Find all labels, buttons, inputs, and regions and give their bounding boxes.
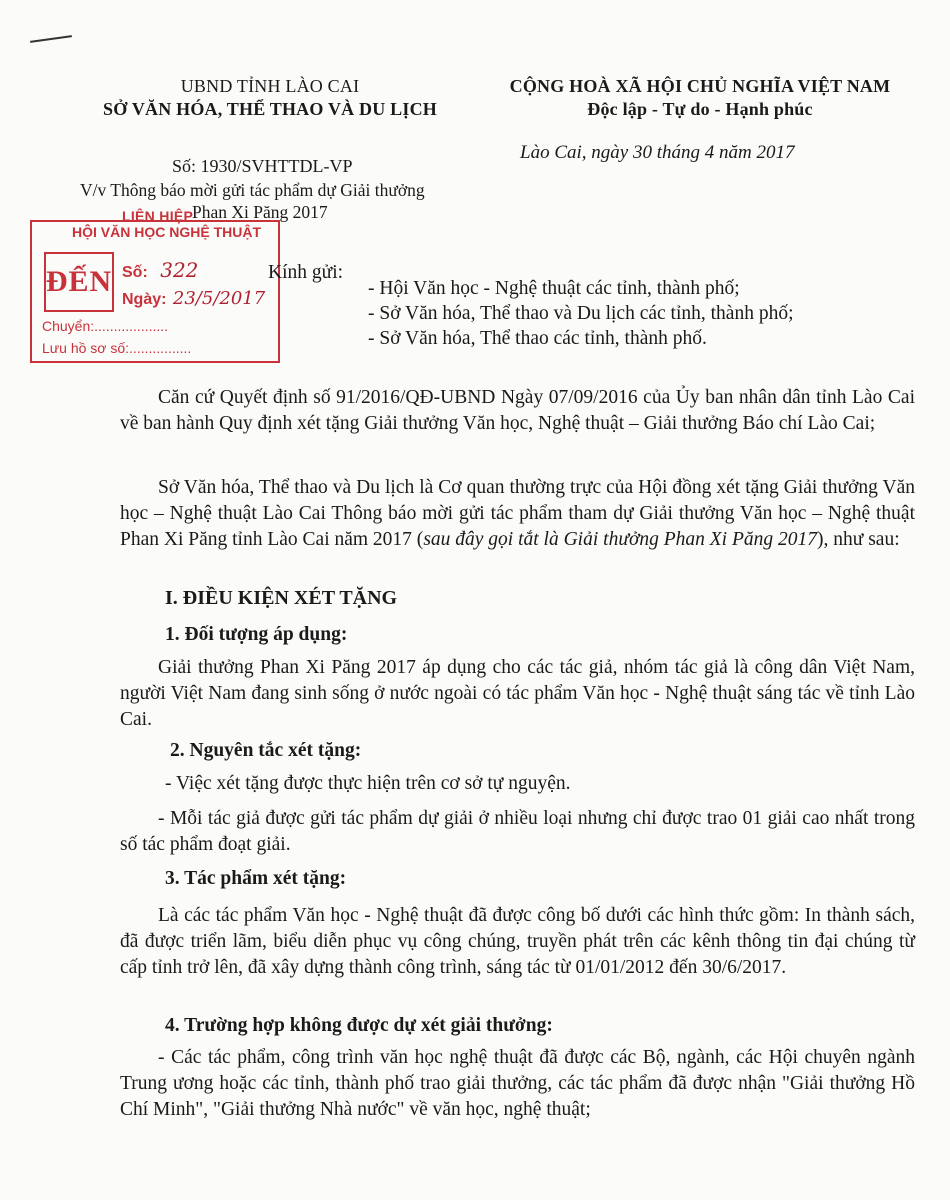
stamp-org-line2: HỘI VĂN HỌC NGHỆ THUẬT (72, 224, 261, 240)
subsection-2-text-2: - Mỗi tác giả được gửi tác phẩm dự giải ở nhiều loại nhưng chỉ được trao 01 giải cao nhất trong số tác phẩm đoạt giải. (120, 808, 915, 855)
section-heading-1: I. ĐIỀU KIỆN XÉT TẶNG (165, 587, 398, 609)
doc-number: Số: 1930/SVHTTDL-VP (172, 156, 353, 176)
recipient-item: - Sở Văn hóa, Thể thao các tỉnh, thành phố. (368, 328, 707, 349)
issuer-block (60, 76, 480, 120)
issuer-name: SỞ VĂN HÓA, THỂ THAO VÀ DU LỊCH (103, 99, 437, 119)
stamp-chuyen: Chuyển:................... (42, 318, 169, 334)
paragraph-legal-basis: Căn cứ Quyết định số 91/2016/QĐ-UBND Ngày 07/09/2016 của Ủy ban nhân dân tỉnh Lào Cai về ban hành Quy định xét tặng Giải thưởng Văn học, Nghệ thuật – Giải thưởng Báo chí Lào Cai; (120, 387, 915, 434)
subsection-3-text: Là các tác phẩm Văn học - Nghệ thuật đã được công bố dưới các hình thức gồm: In thành sách, đã được triển lãm, biểu diễn phục vụ công chúng, truyền phát trên các kênh thông tin đại chúng từ cấp tỉnh trở lên, đã xây dựng thành công trình, sáng tác từ 01/01/2012 đến 30/6/2017. (120, 905, 915, 978)
paragraph-announcement-main: Sở Văn hóa, Thể thao và Du lịch là Cơ quan thường trực của Hội đồng xét tặng Giải thưởng Văn học – Nghệ thuật Lào Cai Thông báo mời gửi tác phẩm tham dự Giải thưởng Văn học – Nghệ thuật Phan Xi Păng tỉnh Lào Cai năm 2017 ( (120, 477, 915, 550)
paragraph-announcement-italic: sau đây gọi tắt là Giải thưởng Phan Xi Păng 2017 (423, 529, 818, 550)
stamp-org-line1: LIÊN HIỆP (122, 208, 194, 224)
stamp-den-label: ĐẾN (44, 252, 114, 312)
paragraph-announcement (120, 475, 915, 553)
subsection-1-text: Giải thưởng Phan Xi Păng 2017 áp dụng cho các tác giả, nhóm tác giả là công dân Việt Nam, người Việt Nam đang sinh sống ở nước ngoài có tác phẩm Văn học - Nghệ thuật sáng tác về tỉnh Lào Cai. (120, 657, 915, 730)
recipients-list (368, 276, 794, 351)
place-date: Lào Cai, ngày 30 tháng 4 năm 2017 (520, 142, 795, 163)
national-title: CỘNG HOÀ XÃ HỘI CHỦ NGHĨA VIỆT NAM (509, 76, 891, 96)
recipients-label: Kính gửi: (268, 262, 344, 283)
national-motto-block (480, 76, 920, 120)
scan-mark (30, 35, 72, 43)
subsection-heading-2: 2. Nguyên tắc xét tặng: (170, 740, 362, 761)
stamp-so-field (122, 258, 198, 282)
subsection-4-text: - Các tác phẩm, công trình văn học nghệ thuật đã được các Bộ, ngành, các Hội chuyên ngành Trung ương hoặc các tỉnh, thành phố trao giải thưởng, các tác phẩm đã được nhận "Giải thưởng Hồ Chí Minh", "Giải thưởng Nhà nước" về văn học, nghệ thuật; (120, 1047, 915, 1120)
stamp-ngay-field (122, 288, 265, 309)
subsection-heading-1: 1. Đối tượng áp dụng: (165, 624, 348, 645)
stamp-ngay-value: 23/5/2017 (172, 288, 266, 309)
incoming-stamp (30, 208, 280, 363)
doc-subject-line2: Phan Xi Păng 2017 (192, 202, 328, 222)
national-motto: Độc lập - Tự do - Hạnh phúc (587, 99, 813, 119)
subsection-heading-3: 3. Tác phẩm xét tặng: (165, 868, 347, 889)
recipient-item: - Sở Văn hóa, Thể thao và Du lịch các tỉnh, thành phố; (368, 303, 794, 324)
stamp-luu: Lưu hồ sơ số:................ (42, 340, 192, 356)
stamp-ngay-label: Ngày: (122, 291, 167, 308)
subsection-2-text-1: - Việc xét tặng được thực hiện trên cơ sở tự nguyện. (165, 773, 571, 794)
issuer-parent: UBND TỈNH LÀO CAI (180, 76, 360, 96)
stamp-so-value: 322 (160, 258, 199, 282)
stamp-so-label: Số: (122, 264, 148, 281)
paragraph-announcement-end: ), như sau: (817, 529, 900, 550)
doc-subject-line1: V/v Thông báo mời gửi tác phẩm dự Giải thưởng (80, 180, 425, 200)
subsection-heading-4: 4. Trường hợp không được dự xét giải thưởng: (165, 1015, 553, 1036)
recipient-item: - Hội Văn học - Nghệ thuật các tỉnh, thành phố; (368, 278, 740, 299)
